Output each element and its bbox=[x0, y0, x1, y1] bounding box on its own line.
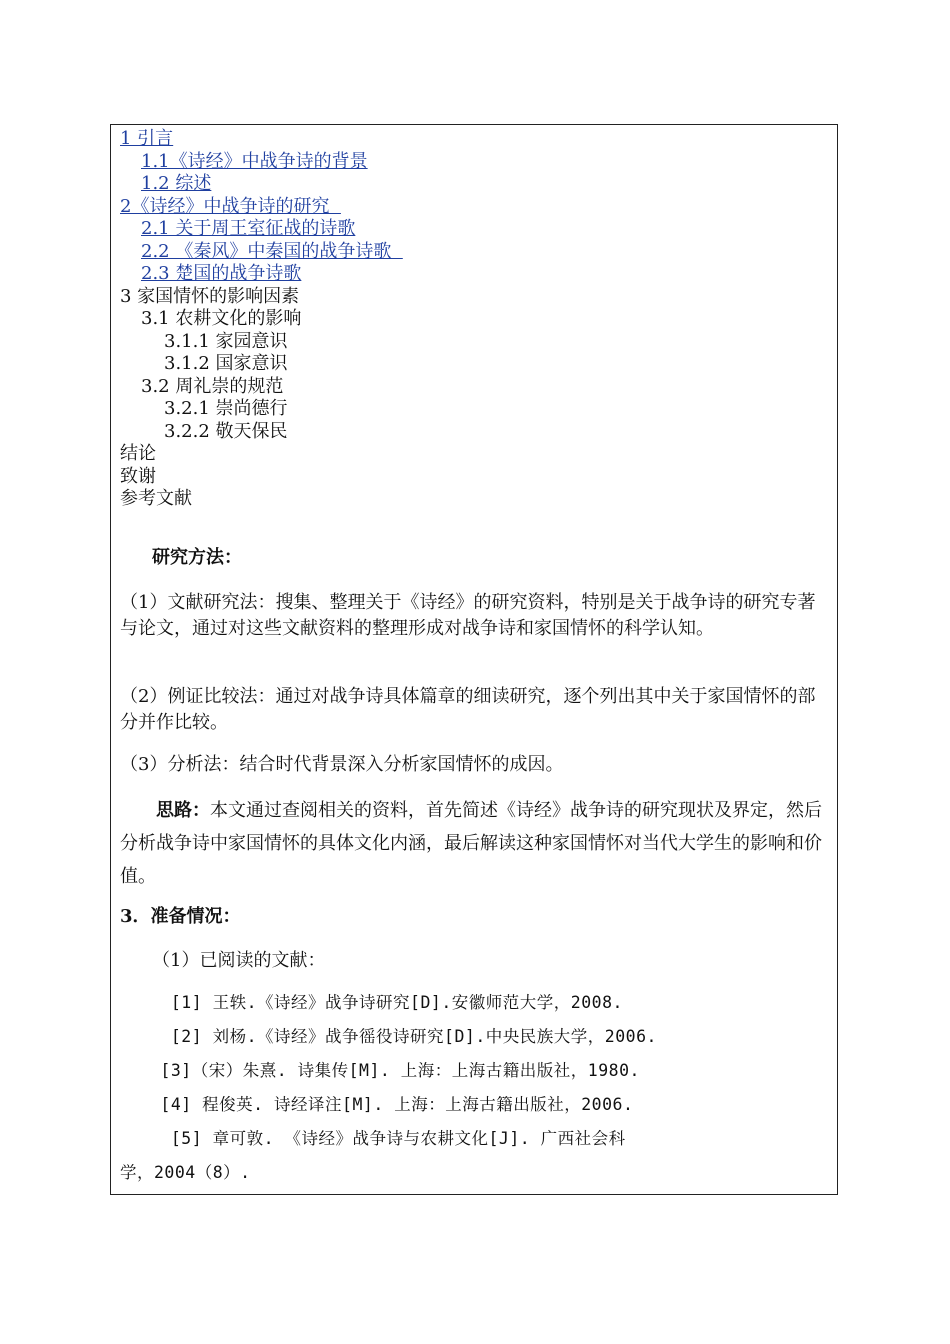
reference-item: [5] 章可敦. 《诗经》战争诗与农耕文化[J]. 广西社会科 bbox=[150, 1129, 626, 1148]
reference-item: [3]（宋）朱熹. 诗集传[M]. 上海：上海古籍出版社，1980. bbox=[150, 1061, 640, 1080]
method-item-3: （3）分析法：结合时代背景深入分析家国情怀的成因。 bbox=[120, 754, 564, 775]
method-item-2: （2）例证比较法：通过对战争诗具体篇章的细读研究，逐个列出其中关于家国情怀的部分并作比较。 bbox=[120, 686, 816, 733]
read-literature-heading: （1）已阅读的文献： bbox=[152, 950, 326, 971]
toc-entry[interactable]: 1.1《诗经》中战争诗的背景 bbox=[141, 150, 368, 172]
preparation-heading: 3．准备情况： bbox=[120, 906, 241, 927]
toc-entry[interactable]: 1 引言 bbox=[120, 128, 174, 149]
method-item-1: （1）文献研究法：搜集、整理关于《诗经》的研究资料，特别是关于战争诗的研究专著与论文，通过对这些文献资料的整理形成对战争诗和家国情怀的科学认知。 bbox=[120, 592, 816, 639]
toc-entry[interactable]: 2《诗经》中战争诗的研究 bbox=[120, 195, 341, 217]
table-of-contents bbox=[120, 128, 403, 511]
toc-entry: 3.1.2 国家意识 bbox=[164, 353, 288, 374]
reference-list bbox=[150, 986, 850, 1156]
toc-entry: 3 家国情怀的影响因素 bbox=[120, 285, 300, 307]
toc-entry: 3.2.1 崇尚德行 bbox=[164, 398, 288, 419]
approach-text: 本文通过查阅相关的资料，首先简述《诗经》战争诗的研究现状及界定，然后分析战争诗中家国情怀的具体文化内涵，最后解读这种家国情怀对当代大学生的影响和价值。 bbox=[120, 800, 822, 887]
methods-heading: 研究方法： bbox=[152, 547, 242, 568]
reference-item-continuation: 学，2004（8）. bbox=[120, 1163, 251, 1182]
toc-entry: 3.1 农耕文化的影响 bbox=[141, 308, 302, 329]
reference-item: [4] 程俊英. 诗经译注[M]. 上海：上海古籍出版社，2006. bbox=[150, 1095, 634, 1114]
toc-entry: 结论 bbox=[120, 443, 156, 464]
toc-entry: 参考文献 bbox=[120, 488, 192, 509]
toc-entry: 致谢 bbox=[120, 465, 156, 487]
toc-entry[interactable]: 2.2 《秦风》中秦国的战争诗歌 bbox=[141, 240, 403, 262]
toc-entry: 3.2.2 敬天保民 bbox=[164, 420, 288, 442]
toc-entry[interactable]: 2.3 楚国的战争诗歌 bbox=[141, 263, 302, 284]
approach-label: 思路： bbox=[156, 800, 210, 821]
reference-item: [1] 王轶.《诗经》战争诗研究[D].安徽师范大学，2008. bbox=[150, 993, 623, 1012]
toc-entry: 3.2 周礼崇的规范 bbox=[141, 375, 284, 397]
approach-paragraph bbox=[120, 794, 832, 893]
toc-entry[interactable]: 1.2 综述 bbox=[141, 173, 212, 194]
toc-entry: 3.1.1 家园意识 bbox=[164, 330, 288, 352]
reference-item: [2] 刘杨.《诗经》战争徭役诗研究[D].中央民族大学，2006. bbox=[150, 1027, 657, 1046]
toc-entry[interactable]: 2.1 关于周王室征战的诗歌 bbox=[141, 218, 356, 239]
